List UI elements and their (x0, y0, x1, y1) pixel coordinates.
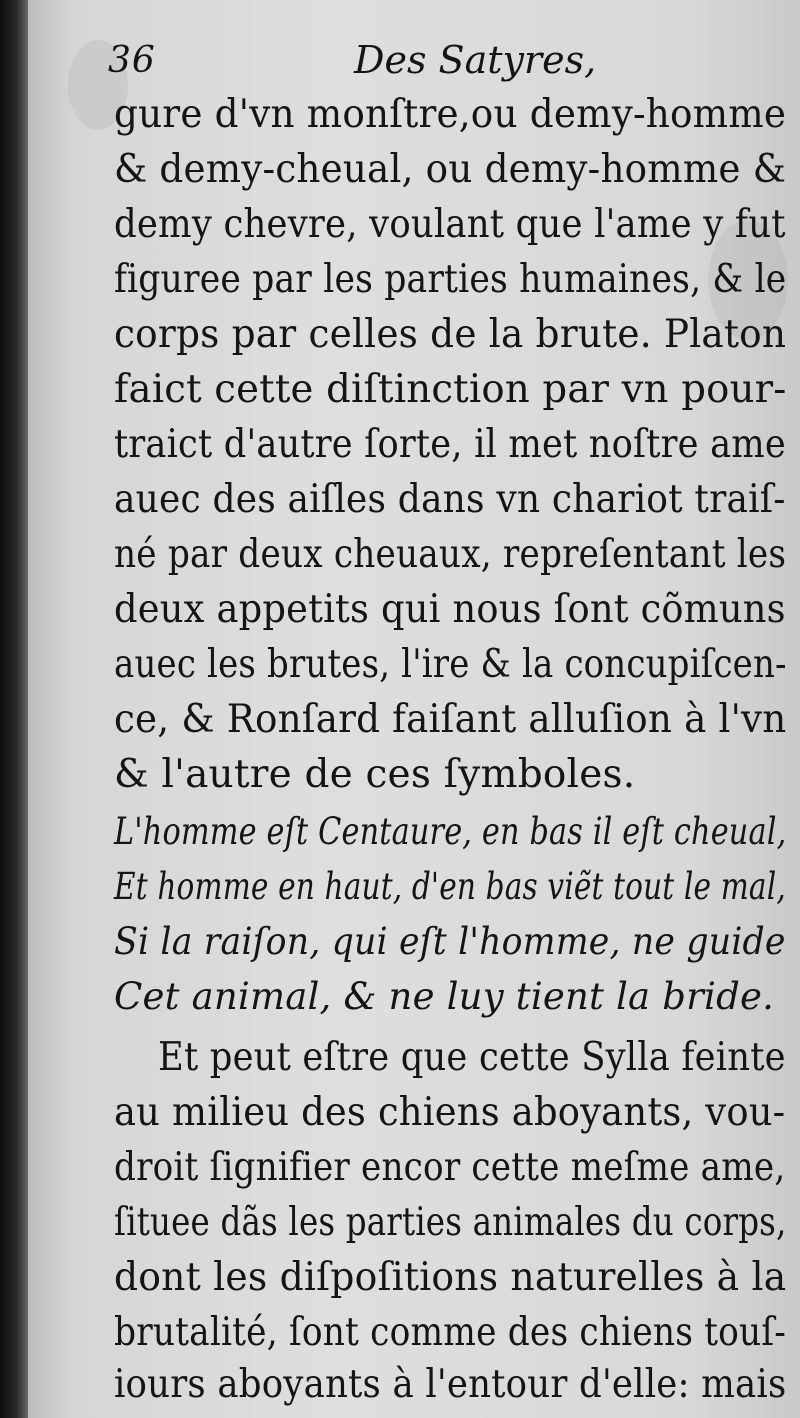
text-line: auec des aiſles dans vn chariot traiſ- (114, 477, 786, 522)
text-line: traict d'autre ſorte, il met noſtre ame (114, 422, 786, 467)
text-line: demy chevre, voulant que l'ame y fut (114, 202, 786, 247)
text-line: & l'autre de ces ſymboles. (114, 752, 636, 797)
book-page (28, 0, 800, 1418)
text-line: iours aboyants à l'entour d'elle: mais (114, 1362, 787, 1407)
text-line: gure d'vn monſtre,ou demy-homme (114, 92, 787, 137)
text-line: dont les diſpoſitions naturelles à la (114, 1255, 787, 1300)
book-gutter-edge (0, 0, 28, 1418)
verse-line: L'homme eſt Centaure, en bas il eſt cheual, (114, 810, 787, 853)
text-line: ce, & Ronſard faiſant alluſion à l'vn (114, 697, 787, 742)
verse-line: Et homme en haut, d'en bas viẽt tout le mal, (114, 865, 786, 908)
text-line: & demy-cheual, ou demy-homme & (114, 147, 787, 192)
text-line: deux appetits qui nous ſont cõmuns (114, 587, 786, 632)
text-line: droit ſignifier encor cette meſme ame, (114, 1145, 786, 1190)
text-line: né par deux cheuaux, repreſentant les (114, 532, 787, 577)
verse-line: Cet animal, & ne luy tient la bride. (114, 975, 775, 1018)
text-line: Et peut eſtre que cette Sylla feinte (158, 1035, 786, 1080)
text-line: ſituee dãs les parties animales du corps, (114, 1200, 787, 1245)
text-line: faict cette diſtinction par vn pour- (114, 367, 787, 412)
running-head: Des Satyres, (354, 38, 597, 82)
text-line: brutalité, ſont comme des chiens touſ- (114, 1310, 787, 1355)
text-line: corps par celles de la brute. Platon (114, 312, 787, 357)
page-number: 36 (108, 40, 156, 81)
text-line: auec les brutes, l'ire & la concupiſcen- (114, 642, 787, 687)
verse-line: Si la raiſon, qui eſt l'homme, ne guide (114, 920, 786, 963)
page-header (28, 38, 800, 88)
text-line: figuree par les parties humaines, & le (114, 257, 787, 302)
text-line: au milieu des chiens aboyants, vou- (114, 1090, 786, 1135)
